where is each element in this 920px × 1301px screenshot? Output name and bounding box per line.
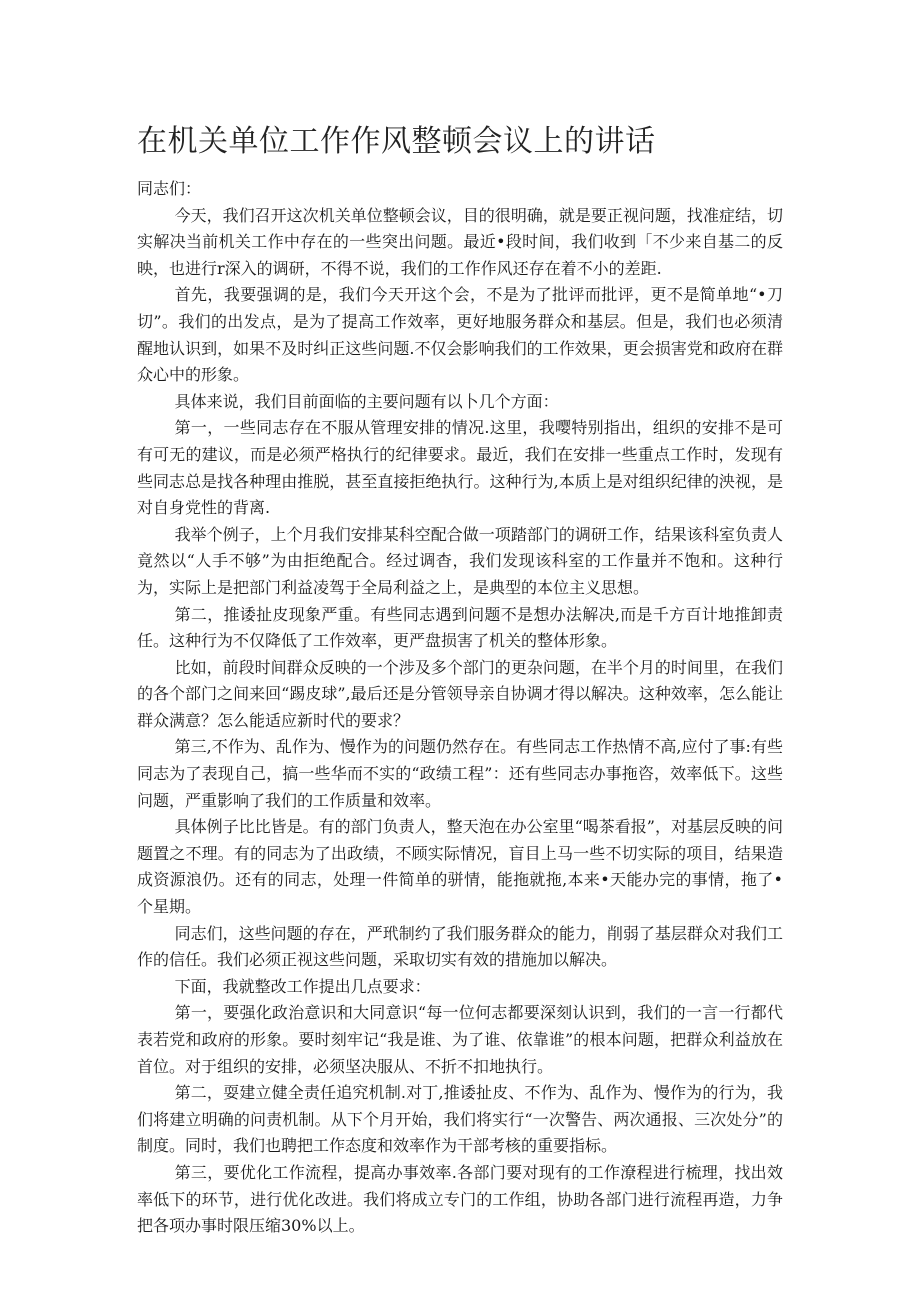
paragraph-problem-one-example: 我举个例子，上个月我们安排某科空配合做一项踏部门的调研工作，结果该科室负责人竟然以“人手不够”为由拒绝配合。经过调杳，我们发现该科室的工作量并不饱和。这种行为，实际上是把部门利益凌驾于全局利益之上，是典型的本位主义思想。 (137, 524, 783, 597)
paragraph-problem-three: 第三,不作为、乱作为、慢作为的问题仍然存在。有些同志工作热情不高,应付了事:有些同志为了表现自己，搞一些华而不实的“政绩工程”：还有些同志办事拖咨，效率低下。这些问题，严重影响了我们的工作质量和效率。 (137, 737, 783, 810)
paragraph-summary: 同志们，这些问题的存在，严玳制约了我们服务群众的能力，削弱了基层群众对我们工作的信任。我们必须正视这些问题，采取切实有效的措施加以解决。 (137, 923, 783, 970)
paragraph-problem-two-example: 比如，前段时间群众反映的一个涉及多个部门的更杂问题，在半个月的时间里，在我们的各个部门之间来回“踢皮球”,最后还是分管领导亲自协调才得以解决。这种效率，怎么能让群众满意？怎么能适应新时代的要求？ (137, 657, 783, 730)
paragraph-emphasis: 首先，我要强调的是，我们今天开这个会，不是为了批评而批评，更不是简单地“•刀切”。我们的出发点，是为了提高工作效率，更好地服务群众和基层。但是，我们也必须清醒地认识到，如果不及时纠正这些问题.不仅会影响我们的工作效果，更会损害党和政府在群众心中的形象。 (137, 285, 783, 385)
paragraph-requirements-intro: 下面，我就整改工作提出几点要求： (174, 976, 431, 996)
paragraph-problem-one: 第一，一些同志存在不服从管理安排的情况.这里，我嘤特别指出，组织的安排不是可有可无的建议，而是必须严格执行的纪律要求。最近，我们在安排一些重点工作时，发现有些同志总是找各种理由推脱，甚至直接拒绝执行。这种行为,本质上是对组织纪律的泱视，是对自身党性的背离. (137, 418, 783, 518)
paragraph-requirement-two: 第二，耍建立健全责任追究机制.对丁,推诿扯皮、不作为、乱作为、慢作为的行为，我们将建立明确的问责机制。从下个月开始，我们将实行“一次警告、两次通报、三次处分”的制度。同时，我们也聘把工作态度和效率作为干部考核的重要指标。 (137, 1083, 783, 1156)
paragraph-opening: 今天，我们召开这次机关单位整顿会议，目的很明确，就是要正视问题，找准症结，切实解决当前机关工作中存在的一些突出问题。最近•段时间，我们收到「不少来自基二的反映，也进行r深入的调研，不得不说，我们的工作作风还存在着不小的差距. (137, 205, 783, 278)
paragraph-requirement-three: 第三，要优化工作流程，提高办事效率.各部门要对现有的工作潦程进行梳理，找出效率低下的环节，进行优化改进。我们将成立专门的工作组，协助各部门进行流程再造，力争把各项办事时限压缩30%以上。 (137, 1162, 783, 1236)
paragraph-problem-two: 第二，推诿扯皮现象严重。有些同志遇到问题不是想办法解决,而是千方百计地推卸责任。这种行为不仅降低了工作效率，更严盘损害了机关的整体形象。 (137, 604, 783, 651)
paragraph-problem-three-example: 具体例子比比皆是。有的部门负责人，整天泡在办公室里“喝茶看报”，对基层反映的问题置之不理。有的同志为了出政绩，不顾实际情况，盲目上马一些不切实际的项目，结果造成资源浪仍。还有的同志，处理一件简单的骈情，能拖就拖,本来•天能办完的事情，拖了•个星期。 (137, 817, 783, 917)
paragraph-problems-intro: 具体来说，我们目前面临的主要问题有以卜几个方面： (174, 391, 559, 411)
document-body (137, 176, 783, 1240)
salutation: 同志们： (137, 179, 202, 198)
paragraph-requirement-one: 第一，要强化政治意识和大同意识“每一位何志都要深刻认识到，我们的一言一行都代表若党和政府的形象。要时刻牢记“我是谁、为了谁、依靠谁”的根本问题，把群众利益放在首位。对于组织的安排，必须坚决服从、不折不扣地执行。 (137, 1003, 783, 1076)
document-title: 在机关单位工作作风整顿会议上的讲话 (137, 124, 656, 159)
